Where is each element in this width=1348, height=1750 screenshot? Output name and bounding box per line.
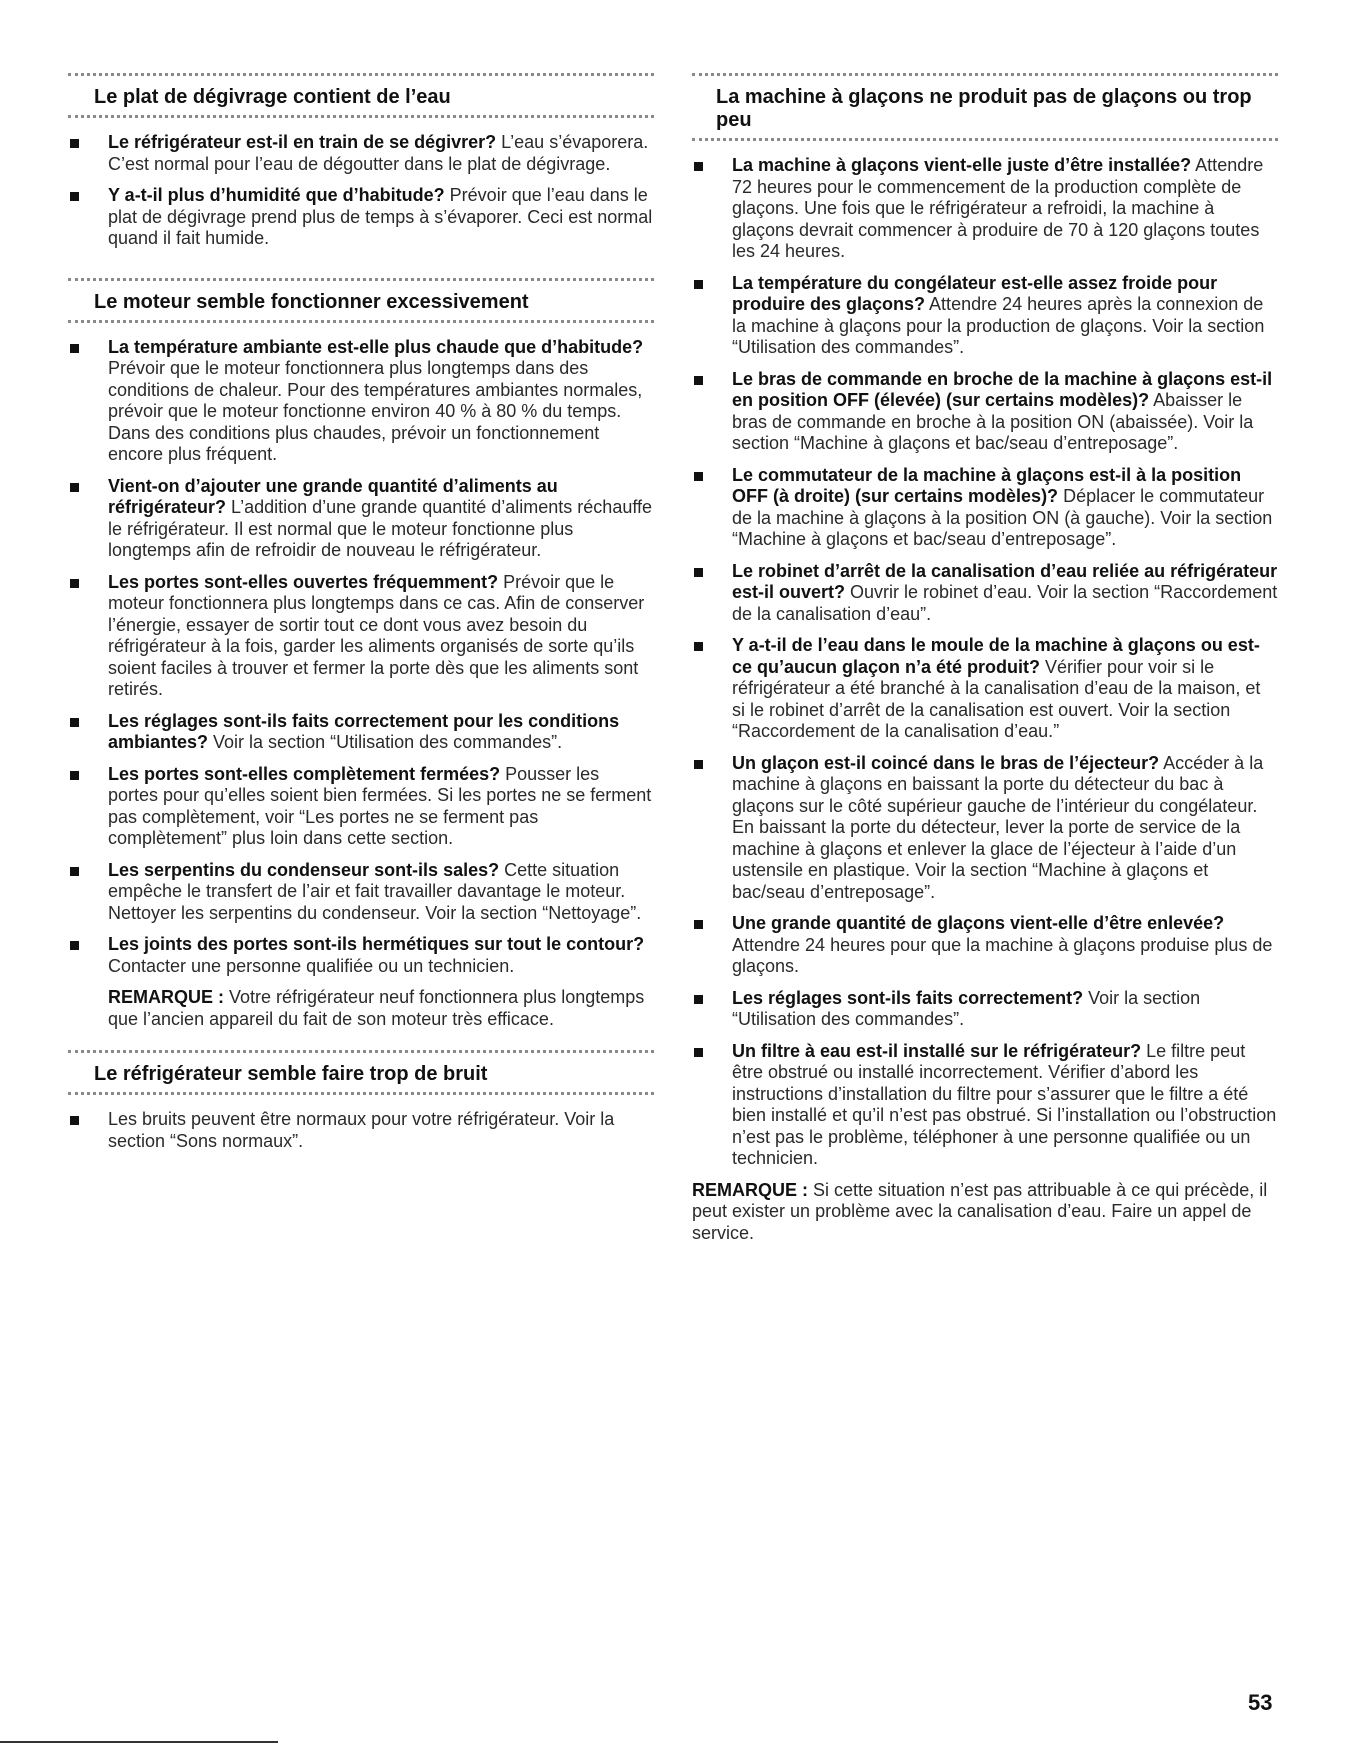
note-text: Votre réfrigérateur neuf fonctionnera plus longtemps que l’ancien appareil du fait de son moteur très efficace. (108, 987, 645, 1029)
item-question: Les serpentins du condenseur sont-ils sales? (108, 859, 500, 880)
item-question: La machine à glaçons vient-elle juste d’être installée? (732, 155, 1192, 175)
item-answer: Ouvrir le robinet d’eau. Voir la section “Raccordement de la canalisation d’eau”. (732, 582, 1278, 624)
section-title: Le moteur semble fonctionner excessivement (94, 290, 529, 313)
item-answer: Voir la section “Utilisation des commandes”. (208, 732, 563, 752)
right-column (692, 73, 1278, 1264)
item-answer: Cette situation empêche le transfert de l’air et fait travailler davantage le moteur. Nettoyer les serpentins du condenseur. Voir la section “Nettoyage”. (108, 859, 642, 923)
item-question: Les portes sont-elles ouvertes fréquemment? (108, 571, 499, 592)
list-item (68, 337, 654, 466)
list-item (68, 764, 654, 850)
list-item (68, 132, 654, 175)
item-question: Un filtre à eau est-il installé sur le réfrigérateur? (732, 1040, 1142, 1061)
item-answer: Voir la section “Utilisation des commandes”. (732, 987, 1201, 1029)
item-list (692, 155, 1278, 1170)
list-item (692, 988, 1278, 1031)
item-question: Le bras de commande en broche de la machine à glaçons est-il en position OFF (élevée) (sur certains modèles)? (732, 368, 1273, 410)
item-answer: Contacter une personne qualifiée ou un technicien. (108, 955, 515, 976)
list-item (68, 1109, 654, 1152)
item-answer: L’eau s’évaporera. C’est normal pour l’eau de dégoutter dans le plat de dégivrage. (108, 132, 649, 174)
item-question: Vient-on d’ajouter une grande quantité d’aliments au réfrigérateur? (108, 475, 558, 517)
page-number: 53 (1248, 1690, 1273, 1715)
note (108, 987, 654, 1030)
section-header-defrost-pan (68, 73, 654, 118)
item-answer: Pousser les portes pour qu’elles soient bien fermées. Si les portes ne se ferment pas complètement, voir “Les portes ne se ferment pas complètement” plus loin dans cette section. (108, 763, 652, 848)
item-question: Un glaçon est-il coincé dans le bras de l’éjecteur? (732, 752, 1160, 773)
item-answer: Accéder à la machine à glaçons en baissant la porte du détecteur du bac à glaçons sur le côté supérieur gauche de l’intérieur du congélateur. En baissant la porte du détecteur, lever la porte de service de la machine à glaçons et enlever la glace de l’éjecteur à l’aide d’un ustensile en plastique. Voir la section “Machine à glaçons et bac/seau d’entreposage”. (732, 752, 1264, 902)
note-text: Si cette situation n’est pas attribuable à ce qui précède, il peut exister un problème avec la canalisation d’eau. Faire un appel de service. (692, 1179, 1268, 1243)
item-question: Les réglages sont-ils faits correctement? (732, 987, 1084, 1008)
list-item (68, 860, 654, 925)
note-label: REMARQUE : (692, 1179, 808, 1200)
section-header-ice-maker (692, 73, 1278, 141)
item-answer: L’addition d’une grande quantité d’aliments réchauffe le réfrigérateur. Il est normal que le moteur fonctionne plus longtemps afin de refroidir de nouveau le réfrigérateur. (108, 497, 653, 560)
item-question: Les joints des portes sont-ils hermétiques sur tout le contour? (108, 934, 645, 954)
item-answer: Déplacer le commutateur de la machine à glaçons à la position ON (à gauche). Voir la section “Machine à glaçons et bac/seau d’entreposage”. (732, 486, 1273, 549)
list-item (68, 185, 654, 250)
section-header-motor (68, 278, 654, 323)
list-item (692, 753, 1278, 904)
list-item (692, 913, 1278, 978)
list-item (692, 369, 1278, 455)
list-item (692, 465, 1278, 551)
item-answer: Le filtre peut être obstrué ou installé incorrectement. Vérifier d’abord les instructions d’installation du filtre pour s’assurer que le filtre a été bien installé et qu’il n’est pas obstrué. Si l’installation ou l’obstruction n’est pas le problème, téléphoner à une personne qualifiée ou un technicien. (732, 1040, 1277, 1168)
item-answer: Vérifier pour voir si le réfrigérateur a été branché à la canalisation d’eau de la maison, et si le robinet d’arrêt de la canalisation est ouvert. Voir la section “Raccordement de la canalisation d’eau.” (732, 656, 1261, 741)
section-title: Le réfrigérateur semble faire trop de bruit (94, 1063, 488, 1085)
list-item (68, 476, 654, 562)
footer-rule (0, 1741, 278, 1743)
item-answer: Les bruits peuvent être normaux pour votre réfrigérateur. Voir la section “Sons normaux”. (108, 1109, 615, 1151)
item-question: Les réglages sont-ils faits correctement pour les conditions ambiantes? (108, 710, 620, 752)
item-question: Le commutateur de la machine à glaçons est-il à la position OFF (à droite) (sur certains modèles)? (732, 464, 1242, 506)
item-answer: Attendre 24 heures pour que la machine à glaçons produise plus de glaçons. (732, 934, 1273, 976)
list-item (68, 711, 654, 754)
item-answer: Attendre 24 heures après la connexion de la machine à glaçons pour la production de glaçons. Voir la section “Utilisation des commandes”. (732, 294, 1265, 357)
left-column (68, 73, 654, 1162)
item-list (68, 337, 654, 978)
item-question: Le robinet d’arrêt de la canalisation d’eau reliée au réfrigérateur est-il ouvert? (732, 560, 1278, 602)
item-question: Y a-t-il de l’eau dans le moule de la machine à glaçons ou est-ce qu’aucun glaçon n’a été produit? (732, 635, 1260, 677)
list-item (692, 1041, 1278, 1170)
list-item (692, 635, 1278, 743)
item-question: La température ambiante est-elle plus chaude que d’habitude? (108, 336, 644, 357)
item-answer: Attendre 72 heures pour le commencement de la production complète de glaçons. Une fois que le réfrigérateur a refroidi, la machine à glaçons devrait commencer à produire de 70 à 120 glaçons toutes les 24 heures. (732, 155, 1264, 261)
list-item (68, 934, 654, 977)
list-item (68, 572, 654, 701)
item-answer: Prévoir que le moteur fonctionnera plus longtemps dans des conditions de chaleur. Pour des températures ambiantes normales, prévoir que le moteur fonctionne environ 40 % à 80 % du temps. Dans des conditions plus chaudes, prévoir un fonctionnement encore plus fréquent. (108, 358, 643, 464)
note-label: REMARQUE : (108, 987, 224, 1007)
item-question: La température du congélateur est-elle assez froide pour produire des glaçons? (732, 272, 1218, 314)
item-list (68, 132, 654, 250)
item-question: Une grande quantité de glaçons vient-elle d’être enlevée? (732, 913, 1225, 933)
item-list (68, 1109, 654, 1152)
note (692, 1180, 1278, 1245)
item-question: Les portes sont-elles complètement fermées? (108, 763, 501, 784)
section-header-noise (68, 1050, 654, 1095)
item-answer: Abaisser le bras de commande en broche à la position ON (abaissée). Voir la section “Machine à glaçons et bac/seau d’entreposage”. (732, 390, 1254, 453)
section-title: Le plat de dégivrage contient de l’eau (94, 86, 451, 108)
item-answer: Prévoir que le moteur fonctionnera plus longtemps dans ce cas. Afin de conserver l’énergie, essayer de sortir tout ce dont vous avez besoin du réfrigérateur à la fois, garder les aliments organisés de sorte qu’ils soient faciles à trouver et fermer la porte dès que les aliments sont retirés. (108, 571, 645, 699)
list-item (692, 273, 1278, 359)
item-question: Le réfrigérateur est-il en train de se dégivrer? (108, 132, 497, 152)
list-item (692, 561, 1278, 626)
item-answer: Prévoir que l’eau dans le plat de dégivrage prend plus de temps à s’évaporer. Ceci est normal quand il fait humide. (108, 185, 653, 248)
list-item (692, 155, 1278, 263)
section-title: La machine à glaçons ne produit pas de glaçons ou trop peu (716, 86, 1252, 131)
item-question: Y a-t-il plus d’humidité que d’habitude? (108, 185, 445, 205)
